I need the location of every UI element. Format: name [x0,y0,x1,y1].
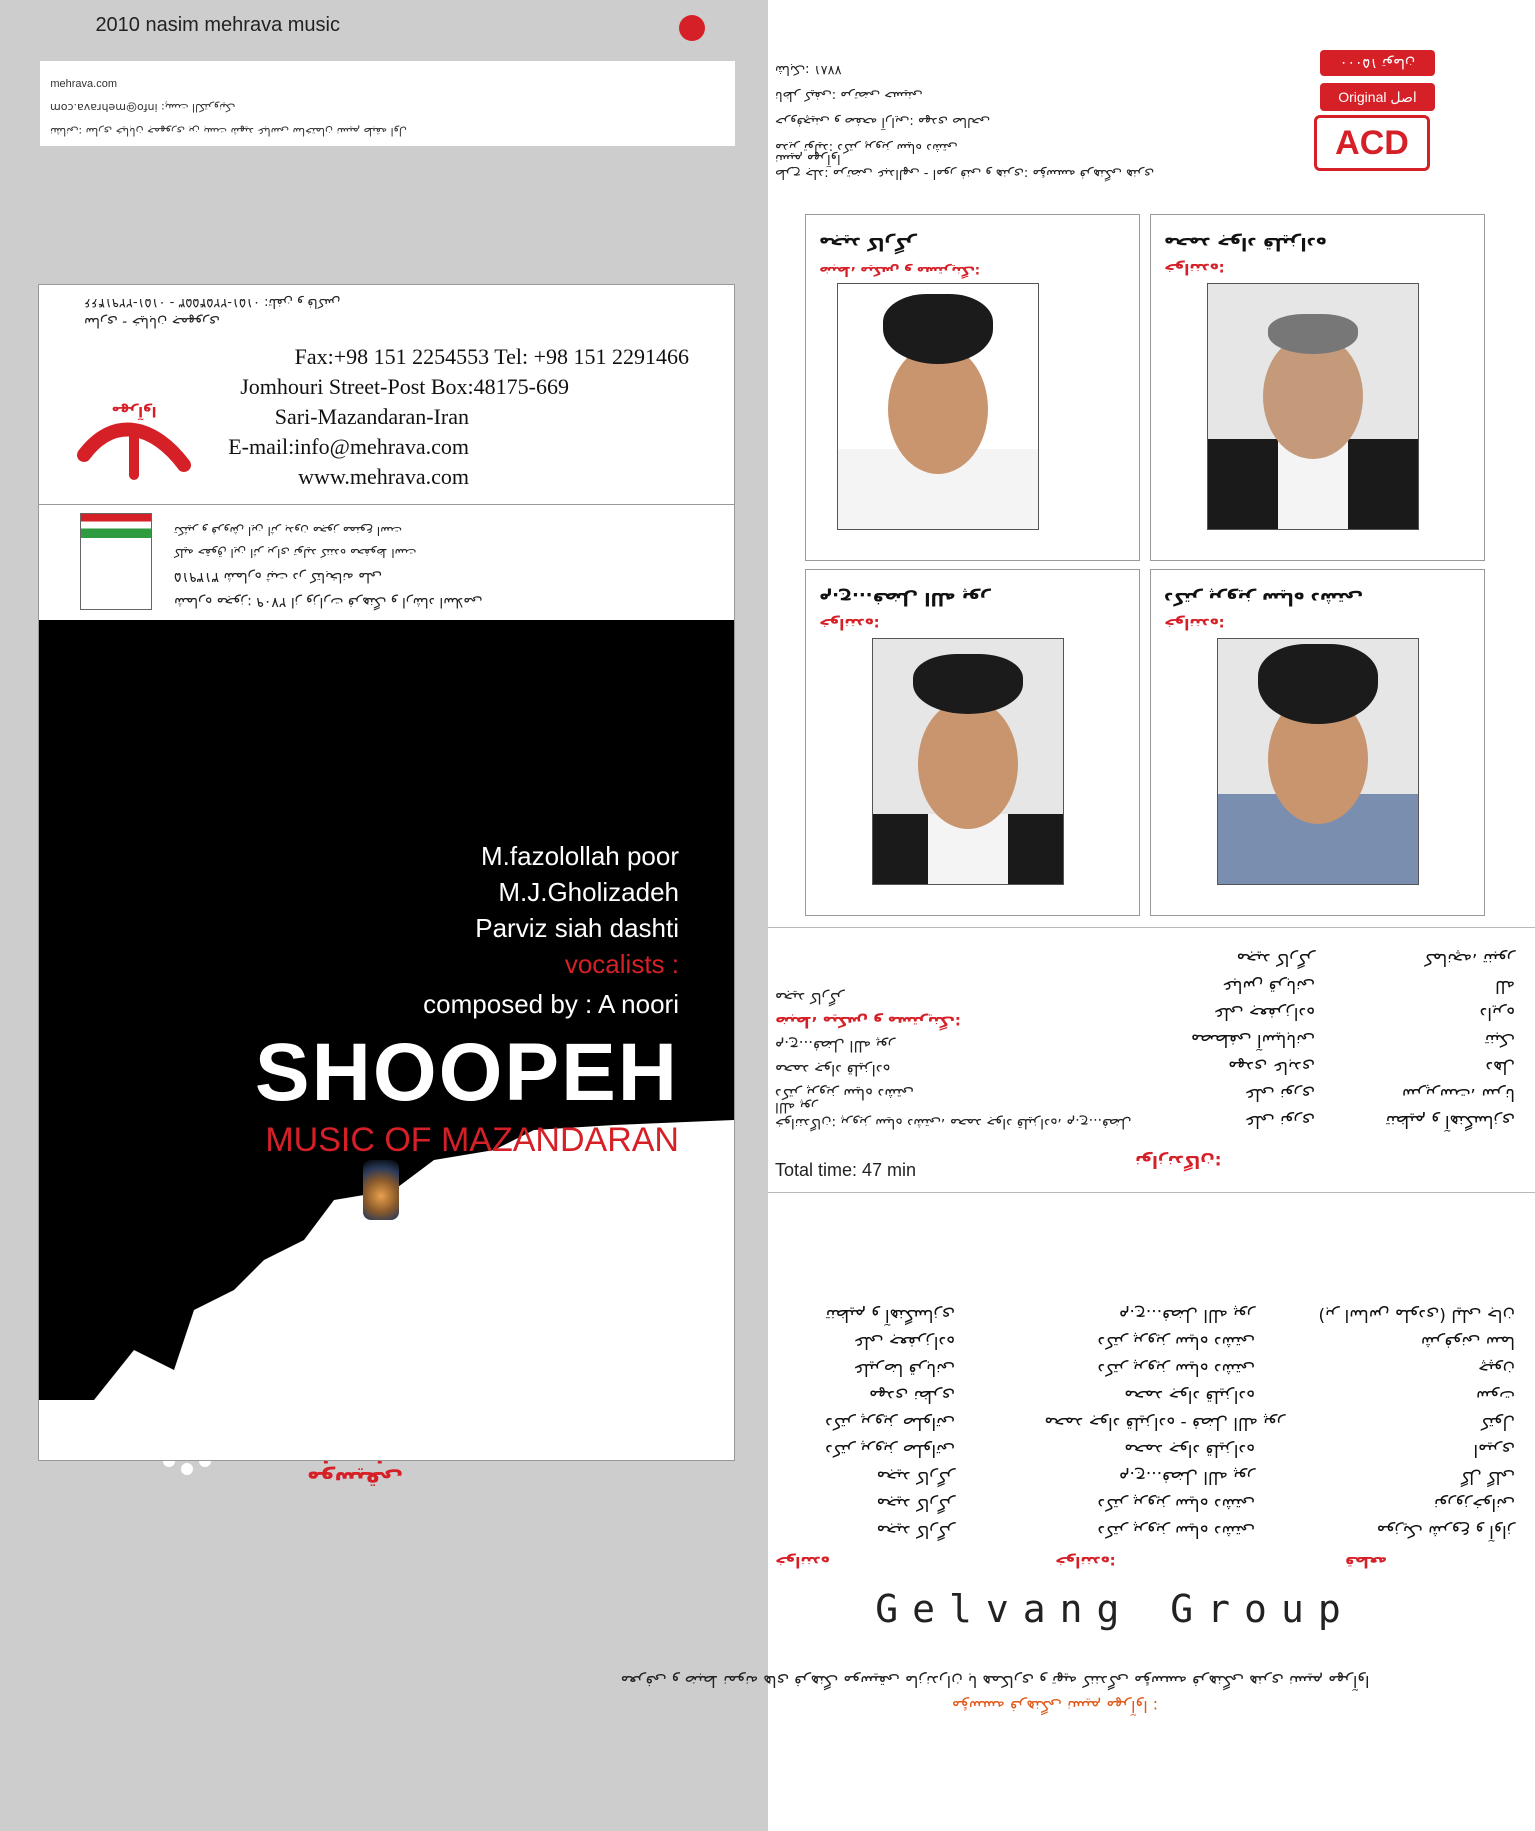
persian-address-2: ۰۱۵۱-۲۲۹۱۴۶۶ - ۰۱۵۱-۲۲۵۴۵۵۳ :تلفن و فاکس [84,295,341,310]
ministry-emblem [80,513,152,610]
artist-card-4 [805,214,1140,561]
price-badge [1320,50,1435,76]
group-name: Gelvang Group [875,1587,1355,1631]
track-performer-2: مجید کارگر [876,1494,955,1514]
credit-line-4: ناظر کیفی: مرتضی حسینی [775,88,923,103]
track-performer-4: دکتر پرویز صلواتی [825,1440,955,1460]
credit-line-3: حروفچینی و صفحه آرایی: مهدی صالحی [775,114,991,129]
copyright-icon [679,15,705,41]
track-title-2: نوروزخوانی [1433,1494,1515,1514]
license-line-4: تکثیر و فروش این اثر بدون مجوز ممنوع است [174,524,402,538]
bottom-text: معرفی و ضبط نمونه های فرهنگ موسیقی مازندران با همکاری و تهیه کنندگی مؤسسه فرهنگی هنری نسیم مهرآوا [620,1672,1370,1691]
address-city: Sari-Mazandaran-Iran [274,404,469,429]
acd-logo [1315,31,1445,171]
total-time: Total time: 47 min [775,1160,917,1180]
artist-card-4-name: مجید کارگر [819,233,917,254]
artist-photo-4 [837,283,1039,530]
track-performer-1: مجید کارگر [876,1521,955,1541]
musician-2-role: علی نوری [1244,1084,1315,1104]
mehrava-brand-text: مهرآوا [111,403,157,419]
composer: composed by : A noori [423,989,679,1019]
copyright-row [65,11,705,41]
musician-4: تنبک [1484,1030,1515,1050]
license-line-3: کلیه حقوق این اثر برای تولید کننده محفوظ است [174,546,417,560]
vocal-credit-heading: خوانندگان: پرویز سیاه دشتی، محمد جواد قلیزاده، م.ج...فضل الله پور [775,1099,1132,1131]
persian-subtitle: موسیقی [306,1466,404,1491]
artist-card-2-name: م.ج...فضل الله پور [819,588,991,609]
musician-2: سرپرست، سرنا [1401,1084,1515,1104]
copyright-text: 2010 nasim mehrava music [95,14,340,36]
track-singer-2: دکتر پرویز سیاه دشتی [1097,1494,1255,1514]
vocalists-label: vocalists : [564,949,679,979]
recording-name: مجید کارگر [775,989,845,1007]
divider-musicians [768,927,1535,928]
vocalist-3: M.fazolollah poor [481,841,679,871]
credits-block [775,41,1175,181]
address-street: Jomhouri Street-Post Box:48175-669 [240,374,569,399]
track-singer-4: محمد جواد قلیزاده [1124,1440,1255,1460]
track-title-3: گل گلی [1460,1467,1515,1487]
persian-address-1: ساری - خیابان جمهوری [84,314,220,330]
vocalist-2: M.J.Gholizadeh [498,877,679,907]
track-singer-7: دکتر پرویز سیاه دشتی [1097,1359,1255,1379]
track-performer-3: مجید کارگر [876,1467,955,1487]
mehrava-logo [74,395,194,485]
track-title-1: موزیک شروع و آواز [1376,1521,1515,1541]
acd-text: ACD [1335,124,1409,162]
acd-box [1314,115,1430,171]
musician-3-role: مهدی عابدی [1228,1057,1315,1077]
artist-card-1 [1150,569,1485,916]
subtitle: MUSIC OF MAZANDARAN [265,1121,679,1159]
front-cover-panel [38,284,735,1461]
artist-card-2-caption: خواننده: [819,615,880,633]
artist-photo-3 [1207,283,1419,530]
musicians-heading: نوازندگان: [1135,1151,1222,1171]
credit-line-2: مدیر تولید: دکتر پرویز سیاه دشتی [775,140,958,155]
license-line-1: شماره مجوز: ۲۷۰۹ از وزارت فرهنگ و ارشاد اسلامی [174,594,483,610]
track-title-6: سوت [1475,1386,1515,1406]
artist-card-3 [1150,214,1485,561]
musician-1: تنظیم و آهنگسازی [1385,1111,1515,1131]
track-singer-8: دکتر پرویز سیاه دشتی [1097,1332,1255,1352]
track-performer-6: مهدی نظری [869,1386,955,1406]
track-title-8: شرفونی سما [1420,1332,1515,1352]
credit-line-1: طرح جلد: مرتضی عبدالهی - امور فنی و هنری: مؤسسه فرهنگی هنری نسیم مهرآوا [775,151,1155,181]
artist-card-4-caption: ضبط، میکس و مسترینگ: [819,263,981,278]
musicians-list [1155,931,1515,1131]
track-performer-7: علیرضا قربانی [853,1359,955,1379]
small-footer-line-1: نشانی: ساری خیابان جمهوری بن بست شهید عباسی ساختمان نسیم طبقه اول [50,125,407,138]
musician-4-role: مصطفی آسیابانی [1190,1030,1315,1050]
address-web: www.mehrava.com [298,464,469,489]
credit-line-5: شابک: ۷۷۸۱ [775,62,842,77]
artist-photo-2 [872,638,1064,885]
track-title-5: کتول [1480,1413,1515,1433]
track-singer-1: دکتر پرویز سیاه دشتی [1097,1521,1255,1541]
musician-1-role: علی نوری [1244,1111,1315,1131]
original-text: Original اصل [1338,89,1417,105]
lantern-image [363,1160,399,1220]
vocal-credit-3: م.ج...فضل الله پور [775,1037,896,1055]
track-singer-3: م.ج...فضل الله پور [1118,1467,1255,1487]
divider-tracks [768,1192,1535,1193]
artist-card-1-name: دکتر پرویز سیاه دشتی [1164,588,1364,609]
musician-3: دهل [1485,1057,1515,1077]
album-title: SHOOPEH [254,1027,679,1118]
artist-card-1-caption: خواننده: [1164,615,1225,633]
header-performer: خواننده [775,1553,830,1571]
track-singer-5: محمد جواد قلیزاده - فضل الله پور [1044,1413,1285,1433]
track-performer-5: دکتر پرویز صلواتی [825,1413,955,1433]
track-singer-9: م.ج...فضل الله پور [1118,1305,1255,1325]
license-line-2: ۳۱۳۹۱۵ شماره ثبت در کتابخانه ملی [174,569,382,585]
track-title-9: (بر اساس ملودی) لیلی جان [1318,1305,1515,1325]
header-title: قطعه [1345,1553,1387,1571]
musician-5-role: علی جعفرزاده [1213,1003,1315,1023]
small-footer-line-3: mehrava.com [50,78,117,90]
bottom-signature: مؤسسه فرهنگی نسیم مهرآوا : [951,1697,1159,1716]
track-title-7: چپون [1478,1359,1515,1379]
artist-photo-1 [1217,638,1419,885]
address-phone: Fax:+98 151 2254553 Tel: +98 151 2291466 [294,344,689,369]
track-list [775,1281,1515,1541]
track-performer-9: تنظیم و آهنگسازی [825,1305,955,1325]
recording-label: ضبط، میکس و مسترینگ: [775,1013,961,1031]
track-title-4: امیری [1473,1440,1515,1460]
address-email: E-mail:info@mehrava.com [228,434,469,459]
price-text: ۱۵۰۰۰ تومان [1339,55,1416,71]
musician-6: لله [1495,976,1515,996]
track-performer-8: علی جعفرزاده [853,1332,955,1352]
header-singer: خواننده: [1055,1553,1116,1571]
divider-license [39,504,734,505]
vocalist-1: Parviz siah dashti [475,913,679,943]
small-footer-line-2: info@mehrava.com :پست الکترونیک [50,101,236,114]
musician-5: دایره [1479,1003,1515,1023]
artist-card-3-caption: خواننده: [1164,260,1225,278]
original-badge [1320,83,1435,111]
musician-6-role: عباس قربانی [1222,976,1315,996]
track-singer-6: محمد جواد قلیزاده [1124,1386,1255,1406]
vocal-credit-1: دکتر پرویز سیاه دشتی [775,1085,914,1103]
vocal-credit-2: محمد جواد قلیزاده [775,1061,891,1079]
musician-7: کمانچه، تنبور [1424,949,1515,969]
musician-7-role: مجید کارگر [1236,949,1315,969]
artist-card-2 [805,569,1140,916]
small-footer-box [40,61,735,146]
artist-card-3-name: محمد جواد قلیزاده [1164,233,1327,254]
